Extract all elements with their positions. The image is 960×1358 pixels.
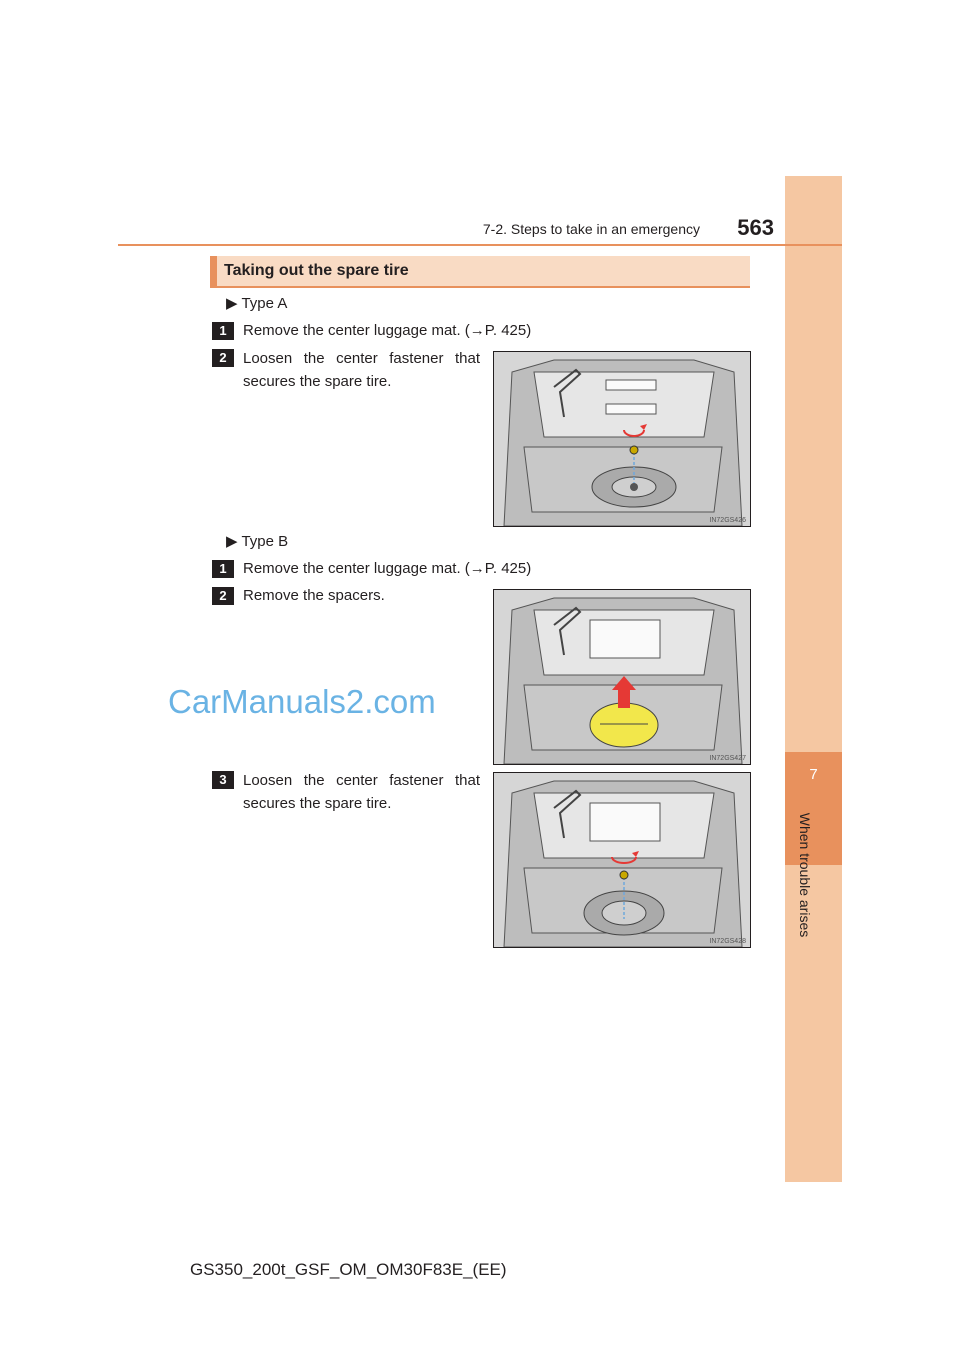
type-b-label [226,532,288,550]
header-rule [118,244,842,246]
page-number: 563 [737,215,774,240]
step-text: Remove the spacers. [243,587,385,604]
figure-type-b-fastener [493,772,751,948]
document-code: GS350_200t_GSF_OM_OM30F83E_(EE) [190,1260,507,1279]
type-a-label [226,294,287,312]
figure-type-b-spacers [493,589,751,765]
step-text: Remove the center luggage mat. (→P. 425) [243,560,532,577]
type-label-text: Type B [241,533,289,550]
chapter-tab [785,176,842,1182]
step-number: 3 [212,771,234,789]
step-text: Loosen the center fastener that secures the spare tire. [243,772,480,812]
step-number: 1 [212,560,234,578]
triangle-bullet-icon: ▶︎ [226,295,238,312]
triangle-bullet-icon: ▶︎ [226,533,238,550]
step-number: 2 [212,587,234,605]
trunk-illustration [494,352,750,526]
step-number: 1 [212,322,234,340]
chapter-title: When trouble arises [797,812,813,938]
section-title-accent [210,256,217,288]
chapter-number: 7 [809,766,818,783]
watermark: CarManuals2.com [168,683,436,720]
section-title: Taking out the spare tire [224,262,409,279]
figure-code: IN72GS428 [709,938,746,945]
step-number: 2 [212,349,234,367]
step-text: Loosen the center fastener that secures the spare tire. [243,350,480,390]
figure-code: IN72GS426 [709,517,746,524]
figure-type-a [493,351,751,527]
trunk-illustration [494,590,750,764]
step-text: Remove the center luggage mat. (→P. 425) [243,322,532,339]
type-label-text: Type A [241,295,288,312]
running-header: 7-2. Steps to take in an emergency [482,221,700,237]
figure-code: IN72GS427 [709,755,746,762]
trunk-illustration [494,773,750,947]
